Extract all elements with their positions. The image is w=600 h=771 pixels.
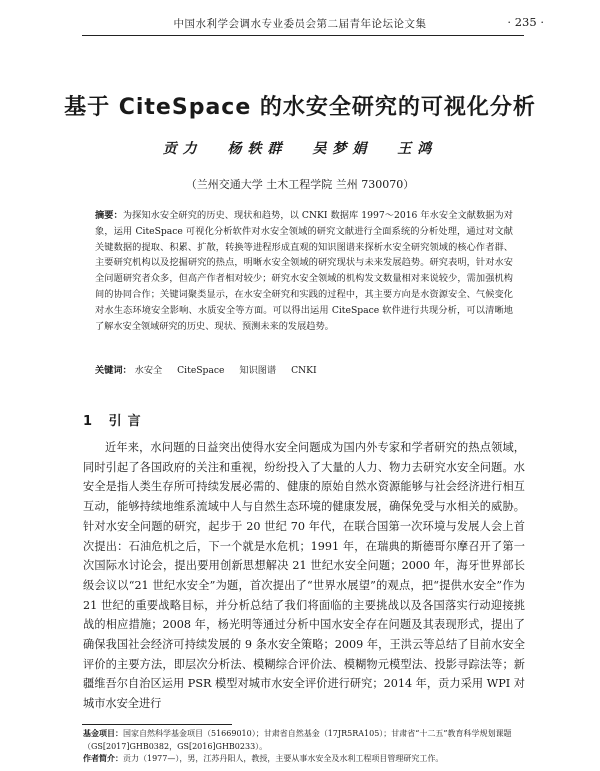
author-bio-label: 作者简介： bbox=[83, 754, 123, 763]
affiliation: （兰州交通大学 土木工程学院 兰州 730070） bbox=[185, 178, 415, 191]
author-bio-text: 贡力（1977—），男，江苏丹阳人，教授，主要从事水安全及水利工程项目管理研究工作。 bbox=[123, 754, 444, 763]
abstract-text: 为探知水安全研究的历史、现状和趋势，以 CNKI 数据库 1997～2016 年水安全文献数据为对象，运用 CiteSpace 可视化分析软件对水安全领域的研究文献进行全面系统的分析处理，通过对文献关键数据的提取、积累、扩散，转换等进程形成直观的知识图谱来探析水安全研究领域的核心作者群、主要研究机构以及挖掘研究的热点，明晰水安全领域的研究现状与未来发展趋势。研究表明，针对水安全问题研究者众多，但高产作者相对较少；研究水安全领域的机构发文数量相对来说较少，需加强机构间的协同合作；关键词聚类显示，在水安全研究和实践的过程中，其主要方向是水资源安全、气候变化对水生态环境安全影响、水质安全等方面。可以得出运用 CiteSpace 软件进行共现分析，可以清晰地了解水安全领域研究的历史、现状、预测未来的发展趋势。 bbox=[95, 210, 513, 332]
keyword: CNKI bbox=[291, 365, 317, 376]
abstract bbox=[95, 208, 513, 334]
header-rule bbox=[82, 35, 524, 36]
section-heading bbox=[83, 410, 147, 429]
keyword: 知识图谱 bbox=[239, 365, 277, 376]
footnotes bbox=[83, 728, 525, 766]
fund-footnote bbox=[83, 728, 525, 753]
fund-text: 国家自然科学基金项目（51669010）；甘肃省自然基金（17JR5RA105）；甘肃省“十二五”教育科学规划课题（GS[2017]GHB0382，GS[2016]GHB0233）。 bbox=[83, 729, 512, 751]
abstract-label: 摘要： bbox=[95, 210, 123, 221]
paper-title: 基于 CiteSpace 的水安全研究的可视化分析 bbox=[64, 95, 536, 120]
keyword: CiteSpace bbox=[177, 365, 225, 376]
fund-label: 基金项目： bbox=[83, 729, 123, 738]
authors: 贡力 杨轶群 吴梦娟 王鸿 bbox=[162, 141, 438, 157]
keywords bbox=[95, 363, 513, 378]
page-number: · 235 · bbox=[507, 15, 544, 29]
section-number: 1 bbox=[83, 414, 99, 429]
running-head-title: 中国水利学会调水专业委员会第二届青年论坛论文集 bbox=[173, 18, 427, 30]
running-head bbox=[0, 14, 600, 34]
section-title: 引言 bbox=[108, 414, 147, 429]
author-footnote bbox=[83, 753, 525, 766]
keyword: 水安全 bbox=[134, 365, 163, 376]
body-paragraph: 近年来，水问题的日益突出使得水安全问题成为国内外专家和学者研究的热点领域，同时引起了各国政府的关注和重视，纷纷投入了大量的人力、物力去研究水安全问题。水安全是指人类生存所可持续发展必需的、健康的原始自然水资源能够与社会经济进行相互互动，能够持续地维系流域中人与自然生态环境的健康发展，确保免受与水相关的威胁。针对水安全问题的研究，起步于 20 世纪 70 年代，在联合国第一次环境与发展人会上首次提出：石油危机之后，下一个就是水危机；1991 年，在瑞典的斯德哥尔摩召开了第一次国际水讨论会，提出要用创新思想解决 21 世纪水安全问题；2000 年，海牙世界部长级会议以“21 世纪水安全”为题，首次提出了“世界水展望”的观点，把“提供水安全”作为 21 世纪的重要战略目标，并分析总结了我们将面临的主要挑战以及各国落实行动迎接挑战的相应措施；2008 年，杨光明等通过分析中国水安全存在问题及其表现形式，提出了确保我国社会经济可持续发展的 9 条水安全策略；2009 年，王洪云等总结了目前水安全评价的主要方法，即层次分析法、模糊综合评价法、模糊物元模型法、投影寻踪法等；新疆维吾尔自治区运用 PSR 模型对城市水安全评价进行研究；2014 年，贡力采用 WPI 对城市水安全进行 bbox=[83, 441, 525, 711]
footnote-rule bbox=[82, 724, 232, 725]
keywords-label: 关键词： bbox=[95, 365, 132, 376]
